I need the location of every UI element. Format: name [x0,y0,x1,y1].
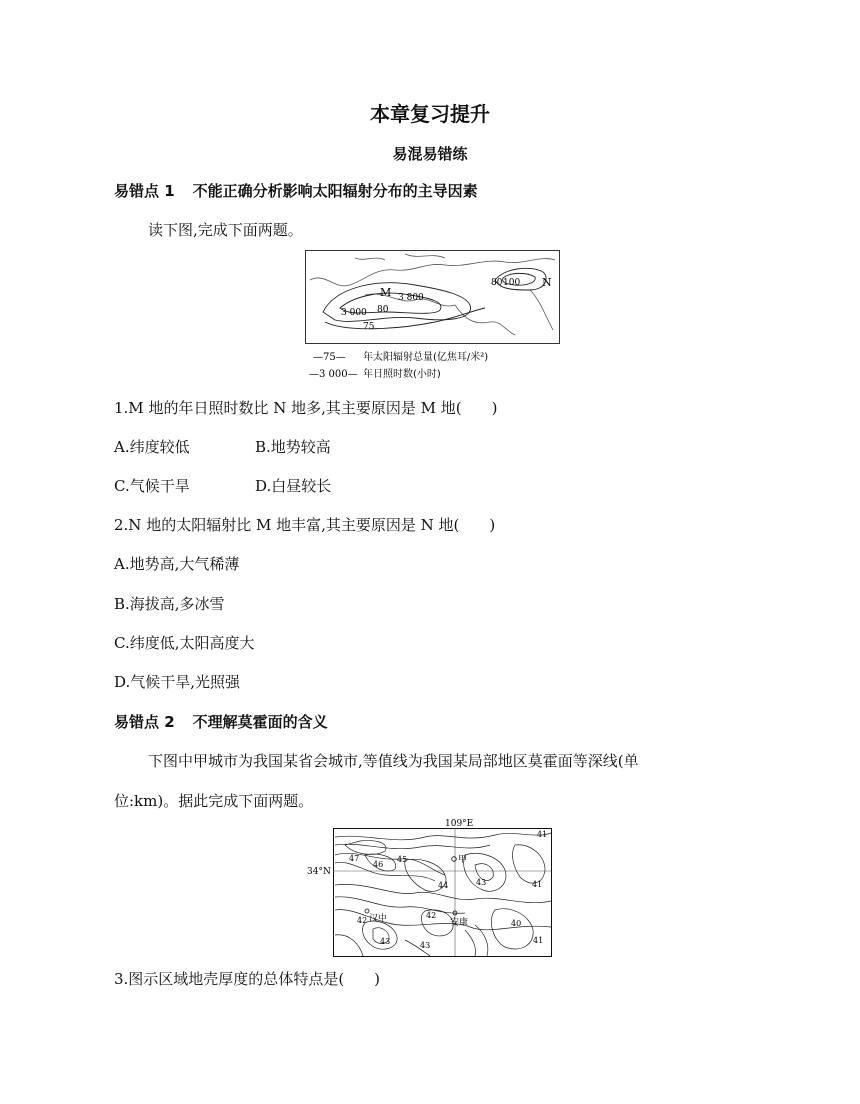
section-text: 不理解莫霍面的含义 [192,713,328,731]
map1-label-m: M [380,286,392,299]
longitude-label: 109°E [445,819,474,829]
map1-legend-text: 年太阳辐射总量(亿焦耳/米²) [363,352,489,363]
q2-option-d: D.气候干旱,光照强 [114,673,241,691]
map1-value: 3 000 [341,308,367,318]
q2-option-b: B.海拔高,多冰雪 [114,595,225,613]
contour-value: 41 [533,936,544,945]
contour-value: 47 [349,854,360,863]
contour-value: 40 [511,919,522,928]
section-heading-2 [114,711,328,732]
solar-radiation-map-svg [305,250,560,386]
contour-value: 43 [476,878,487,887]
contour-value: 43 [380,937,391,946]
map1-legend-symbol: —75— [313,352,346,363]
q1-option-a: A.纬度较低 [114,438,190,456]
contour-value: 44 [438,881,449,890]
section-heading-1 [114,180,478,201]
question-3-stem: 3.图示区域地壳厚度的总体特点是( ) [114,970,381,988]
map1-legend-text: 年日照时数(小时) [363,369,441,380]
contour-value: 42 [357,916,368,925]
contour-value: 43 [420,941,431,950]
moho-depth-map-svg [305,815,555,960]
section-text: 不能正确分析影响太阳辐射分布的主导因素 [192,182,478,200]
q1-option-c: C.气候干旱 [114,477,190,495]
section-label: 易错点 2 [114,713,175,731]
contour-value: 42 [426,911,437,920]
contour-value: 46 [373,860,384,869]
map1-value: 80 [491,278,503,288]
moho-depth-map [305,815,555,960]
q1-option-d: D.白昼较长 [255,477,332,495]
latitude-label: 34°N [307,867,331,877]
intro-text-1: 读下图,完成下面两题。 [148,221,303,239]
intro-text-2-line-1: 下图中甲城市为我国某省会城市,等值线为我国某局部地区莫霍面等深线(单 [148,752,639,770]
city-label-jia: 甲 [458,855,468,865]
map1-value: 75 [363,322,375,332]
map1-value: 100 [503,278,521,288]
page-subtitle: 易混易错练 [392,145,468,163]
page-title: 本章复习提升 [370,102,490,126]
map1-value: 80 [377,305,389,315]
map1-value: 3 800 [398,293,424,303]
map1-label-n: N [542,276,552,289]
question-2-stem: 2.N 地的太阳辐射比 M 地丰富,其主要原因是 N 地( ) [114,516,496,534]
q2-option-a: A.地势高,大气稀薄 [114,555,240,573]
contour-value: 45 [397,855,408,864]
city-label-hanzhong: 汉中 [369,914,388,924]
contour-value: 41 [532,880,543,889]
section-label: 易错点 1 [114,182,175,200]
map1-legend-symbol: —3 000— [309,369,358,380]
intro-text-2-line-2: 位:km)。据此完成下面两题。 [114,792,314,810]
q2-option-c: C.纬度低,太阳高度大 [114,634,255,652]
city-label-ankang: 安康 [450,918,469,928]
solar-radiation-map [305,250,560,386]
question-1-stem: 1.M 地的年日照时数比 N 地多,其主要原因是 M 地( ) [114,399,498,417]
contour-value: 41 [537,830,548,839]
q1-option-b: B.地势较高 [255,438,331,456]
